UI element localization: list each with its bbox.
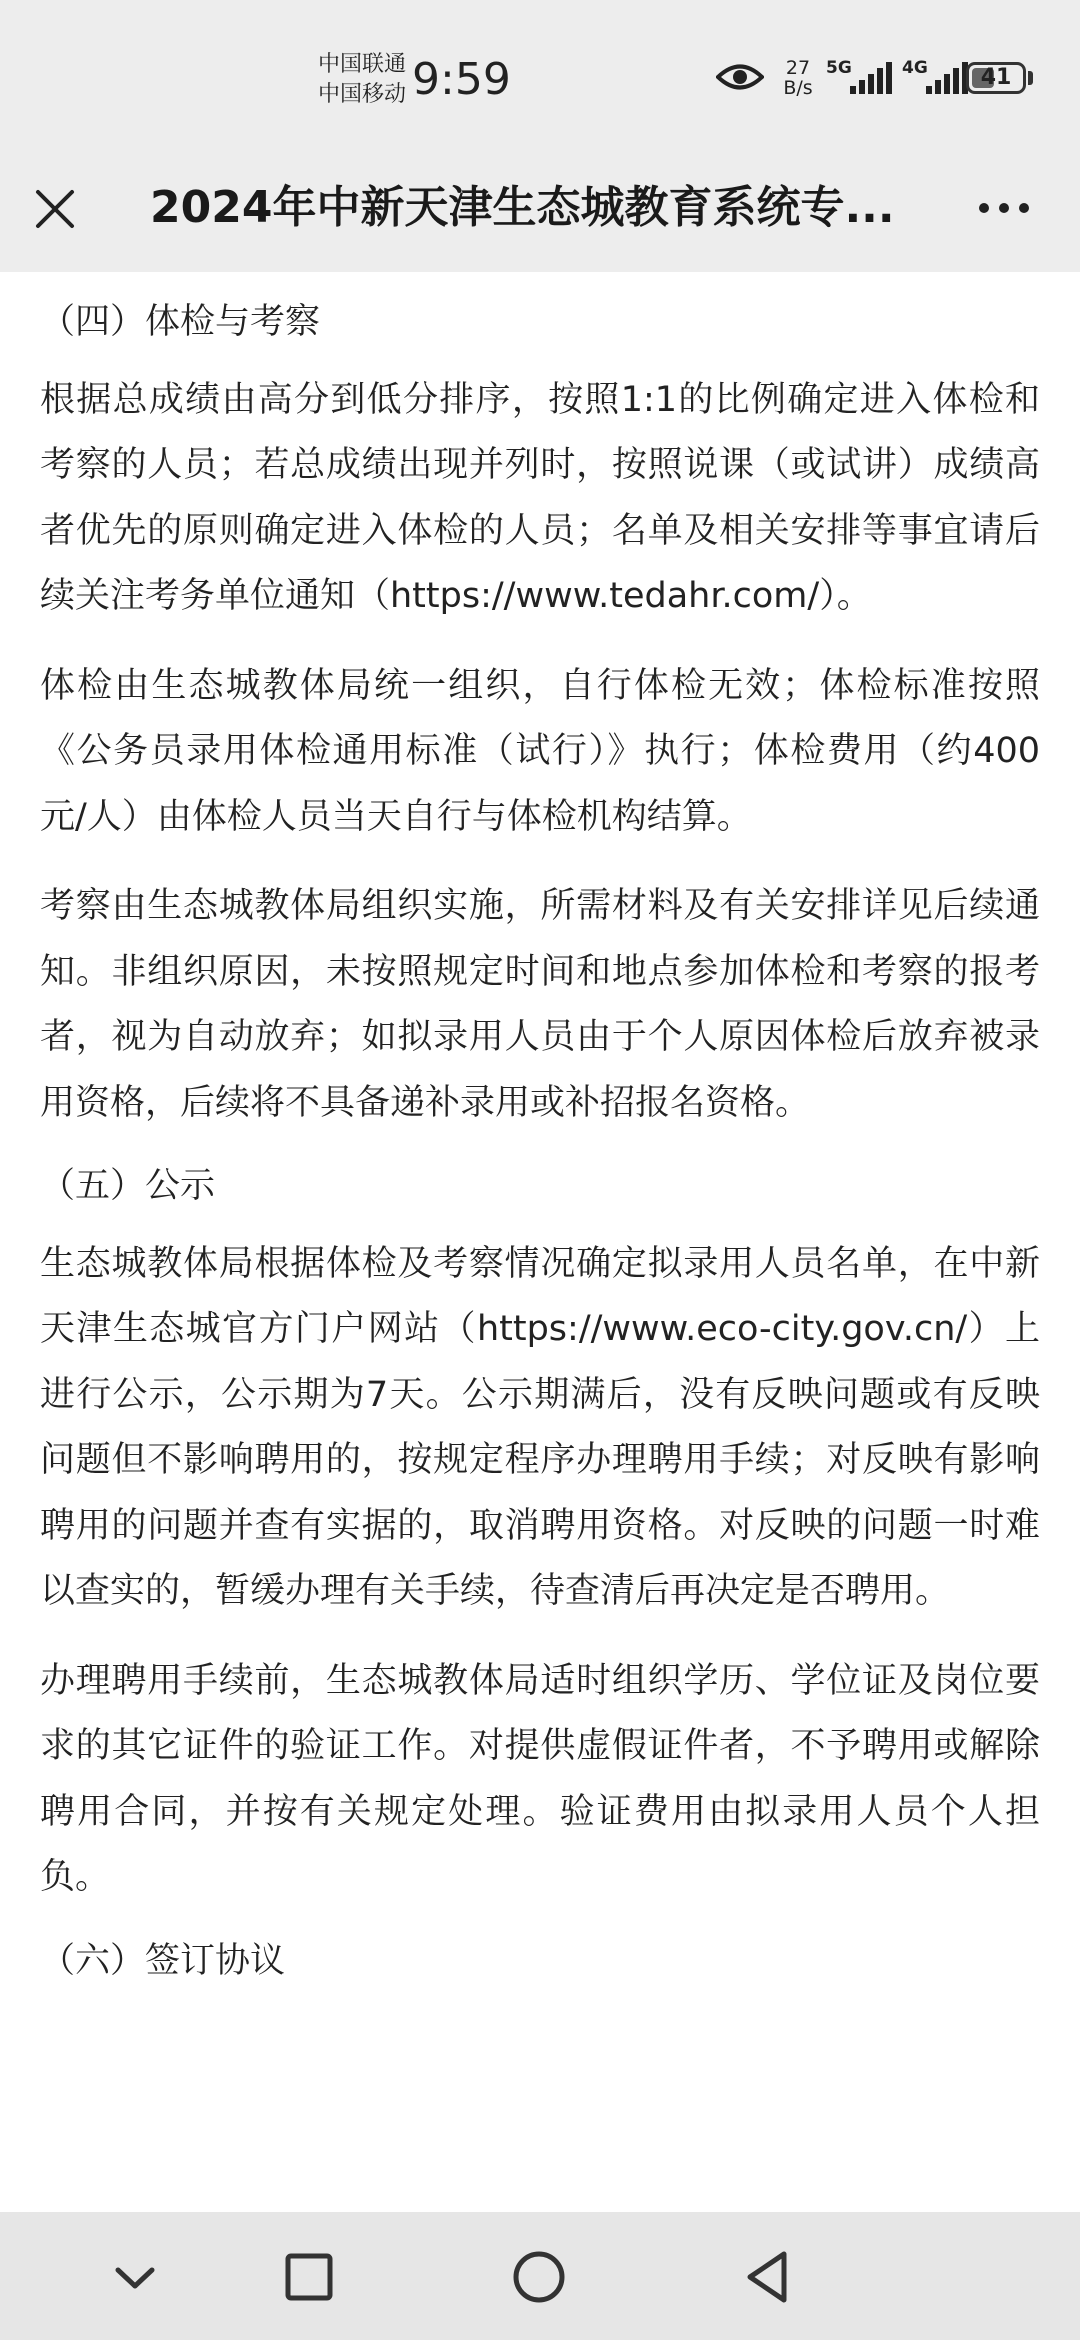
section-heading-4: （四）体检与考察	[40, 302, 321, 342]
signal-4g-label: 4G	[902, 58, 928, 78]
carrier-2: 中国移动	[318, 82, 407, 107]
carrier-1: 中国联通	[318, 52, 407, 77]
battery-icon	[966, 62, 1026, 94]
signal-5g-icon	[826, 58, 896, 98]
clock: 9:59	[412, 54, 511, 105]
article-body	[40, 272, 1040, 2212]
section-heading-6: （六）签订协议	[40, 1940, 286, 1981]
signal-5g-label: 5G	[826, 58, 852, 78]
close-icon[interactable]	[30, 184, 80, 234]
more-icon[interactable]	[974, 186, 1034, 230]
paragraph-medical-exam: 体检由生态城教体局统一组织，自行体检无效；体检标准按照《公务员录用体检通用标准（试行）》执行；体检费用（约400元/人）由体检人员当天自行与体检机构结算。	[40, 665, 1040, 837]
signal-bars-icon	[924, 62, 968, 96]
eye-icon	[716, 60, 764, 94]
net-speed	[778, 58, 818, 98]
paragraph-verification: 办理聘用手续前，生态城教体局适时组织学历、学位证及岗位要求的其它证件的验证工作。对提供虚假证件者，不予聘用或解除聘用合同，并按有关规定处理。验证费用由拟录用人员个人担负。	[40, 1660, 1040, 1897]
battery-level: 41	[980, 65, 1012, 90]
net-speed-value: 27	[785, 57, 811, 79]
recents-icon[interactable]	[274, 2242, 344, 2312]
carrier-names	[318, 50, 406, 110]
back-icon[interactable]	[734, 2242, 804, 2312]
home-icon[interactable]	[504, 2242, 574, 2312]
paragraph-publicity: 生态城教体局根据体检及考察情况确定拟录用人员名单，在中新天津生态城官方门户网站（https://www.eco-city.gov.cn/）上进行公示，公示期为7天。公示期满后，没有反映问题或有反映问题但不影响聘用的，按规定程序办理聘用手续；对反映有影响聘用的问题并查有实据的，取消聘用资格。对反映的问题一时难以查实的，暂缓办理有关手续，待查清后再决定是否聘用。	[40, 1243, 1040, 1611]
section-heading-5: （五）公示	[40, 1166, 216, 1206]
net-speed-unit: B/s	[783, 77, 813, 99]
signal-4g-icon	[902, 58, 972, 98]
signal-bars-icon	[848, 62, 892, 96]
hide-keyboard-icon[interactable]	[100, 2242, 170, 2312]
paragraph-inspection: 考察由生态城教体局组织实施，所需材料及有关安排详见后续通知。非组织原因，未按照规定时间和地点参加体检和考察的报考者，视为自动放弃；如拟录用人员由于个人原因体检后放弃被录用资格，后续将不具备递补录用或补招报名资格。	[40, 886, 1040, 1123]
paragraph-ranking: 根据总成绩由高分到低分排序，按照1:1的比例确定进入体检和考察的人员；若总成绩出现并列时，按照说课（或试讲）成绩高者优先的原则确定进入体检的人员；名单及相关安排等事宜请后续关注考务单位通知（https://www.tedahr.com/）。	[40, 379, 1040, 616]
battery-tip	[1028, 71, 1033, 85]
page-title: 2024年中新天津生态城教育系统专...	[150, 182, 895, 233]
